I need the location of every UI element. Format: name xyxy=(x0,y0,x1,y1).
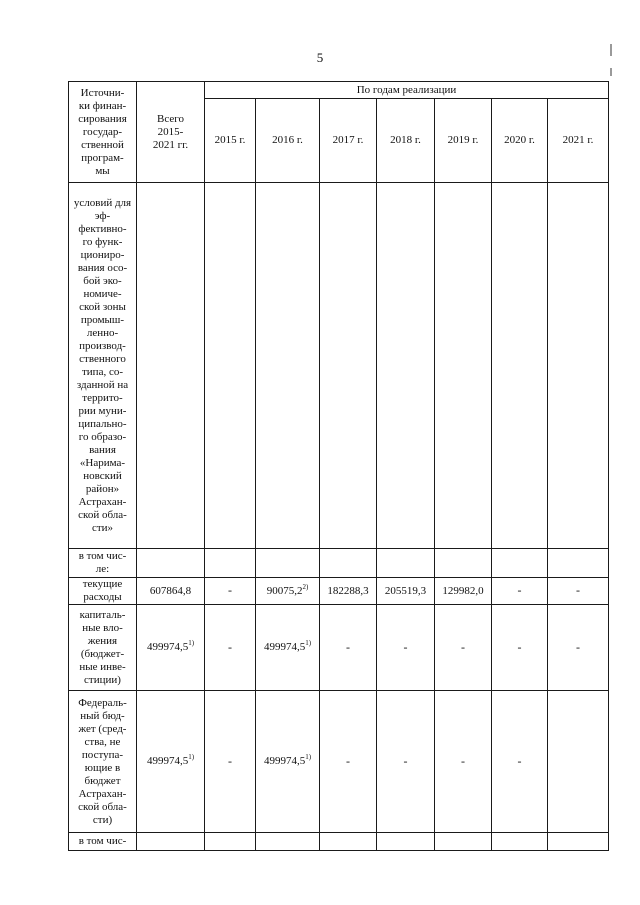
row-year-cell xyxy=(548,578,609,605)
row-total-footnote: 1) xyxy=(188,753,195,761)
row-total-cell xyxy=(137,833,205,851)
row-year-cell xyxy=(256,691,320,833)
row-year-value: - xyxy=(346,639,350,654)
scan-edge-mark xyxy=(610,68,612,76)
row-source-label: условий для эф- фективно- го функ- циониро- вания осо- бой эко- номиче- ской зоны промыш- ленно- производ- ственного типа, со- зданной на террито- рии муни- ципально- го образо- вания «Нарима- новский район» Астрахан- ской обла- сти» xyxy=(69,183,137,549)
row-year-value: - xyxy=(517,639,522,654)
header-total: Всего 2015- 2021 гг. xyxy=(137,82,205,183)
row-total-cell xyxy=(137,183,205,549)
row-source-label: текущие расходы xyxy=(69,578,137,605)
row-year-cell xyxy=(435,578,492,605)
row-total-cell xyxy=(137,578,205,605)
header-by-years: По годам реализации xyxy=(205,82,609,99)
table-row xyxy=(69,691,609,833)
row-year-cell xyxy=(256,833,320,851)
row-year-footnote: 2) xyxy=(302,582,309,591)
row-year-cell xyxy=(435,691,492,833)
row-year-cell xyxy=(492,183,548,549)
page-number: 5 xyxy=(316,50,324,65)
row-year-cell xyxy=(320,605,377,691)
row-year-cell xyxy=(205,578,256,605)
row-year-cell xyxy=(435,605,492,691)
row-source-label: в том чис- ле: xyxy=(69,549,137,578)
header-year-2015: 2015 г. xyxy=(205,99,256,183)
row-year-cell xyxy=(320,549,377,578)
header-year-2018: 2018 г. xyxy=(377,99,435,183)
row-year-cell xyxy=(256,578,320,605)
row-total-cell xyxy=(137,605,205,691)
row-year-value: - xyxy=(228,639,232,654)
row-year-cell xyxy=(377,183,435,549)
row-year-value: 205519,3 xyxy=(384,584,427,597)
row-year-cell xyxy=(435,549,492,578)
row-year-cell xyxy=(492,578,548,605)
row-year-cell xyxy=(548,691,609,833)
header-year-2017: 2017 г. xyxy=(320,99,377,183)
header-year-2021: 2021 г. xyxy=(548,99,609,183)
row-year-cell xyxy=(435,183,492,549)
row-year-cell xyxy=(320,691,377,833)
header-year-2019: 2019 г. xyxy=(435,99,492,183)
row-source-label: в том чис- xyxy=(69,833,137,851)
row-total-value: 499974,5 xyxy=(146,755,189,767)
row-year-value: - xyxy=(517,583,522,597)
row-year-value: - xyxy=(403,753,408,768)
row-total-cell xyxy=(137,549,205,578)
row-year-cell xyxy=(320,833,377,851)
funding-table xyxy=(68,81,609,851)
row-total-value: 499974,5 xyxy=(146,641,189,653)
row-total-cell xyxy=(137,691,205,833)
row-total-footnote: 1) xyxy=(188,639,195,647)
table-row xyxy=(69,833,609,851)
table-row xyxy=(69,578,609,605)
row-source-label: капиталь- ные вло- жения (бюджет- ные инве- стиции) xyxy=(69,605,137,691)
row-year-cell xyxy=(435,833,492,851)
row-year-value: - xyxy=(576,583,580,597)
row-year-value: 499974,5 xyxy=(263,641,306,653)
row-source-label: Федераль- ный бюд- жет (сред- ства, не поступа- ющие в бюджет Астрахан- ской обла- сти) xyxy=(69,691,137,833)
row-year-footnote: 1) xyxy=(305,639,312,647)
row-year-value: 499974,5 xyxy=(263,755,306,767)
row-year-cell xyxy=(548,549,609,578)
row-year-cell xyxy=(492,833,548,851)
row-year-value: - xyxy=(228,583,232,597)
row-year-value: - xyxy=(576,639,580,654)
row-year-footnote: 1) xyxy=(305,753,312,761)
row-year-cell xyxy=(377,605,435,691)
table-row xyxy=(69,605,609,691)
row-year-cell xyxy=(205,183,256,549)
row-year-cell xyxy=(548,605,609,691)
row-year-value: 182288,3 xyxy=(327,584,369,597)
row-year-cell xyxy=(320,183,377,549)
table-row xyxy=(69,549,609,578)
row-year-cell xyxy=(492,605,548,691)
row-year-cell xyxy=(377,578,435,605)
header-year-2020: 2020 г. xyxy=(492,99,548,183)
row-year-cell xyxy=(548,183,609,549)
row-year-cell xyxy=(320,578,377,605)
row-year-cell xyxy=(256,605,320,691)
row-year-value: - xyxy=(461,639,465,654)
row-year-value: 90075,2 xyxy=(266,584,303,597)
row-year-value: - xyxy=(228,753,232,768)
row-year-cell xyxy=(548,833,609,851)
row-year-value: - xyxy=(403,639,408,654)
row-year-cell xyxy=(256,183,320,549)
row-year-cell xyxy=(377,833,435,851)
row-year-cell xyxy=(377,691,435,833)
header-year-2016: 2016 г. xyxy=(256,99,320,183)
table-row xyxy=(69,183,609,549)
row-total-value: 607864,8 xyxy=(149,584,192,597)
row-year-cell xyxy=(205,549,256,578)
header-sources: Источни- ки финан- сирования государ- ственной програм- мы xyxy=(69,82,137,183)
row-year-cell xyxy=(205,691,256,833)
row-year-value: - xyxy=(517,753,522,768)
row-year-cell xyxy=(205,605,256,691)
row-year-cell xyxy=(256,549,320,578)
row-year-value: - xyxy=(346,753,350,768)
row-year-value: 129982,0 xyxy=(442,584,484,597)
row-year-cell xyxy=(492,691,548,833)
row-year-cell xyxy=(205,833,256,851)
scan-edge-mark xyxy=(610,44,612,56)
row-year-cell xyxy=(377,549,435,578)
row-year-cell xyxy=(492,549,548,578)
row-year-value: - xyxy=(461,753,465,768)
